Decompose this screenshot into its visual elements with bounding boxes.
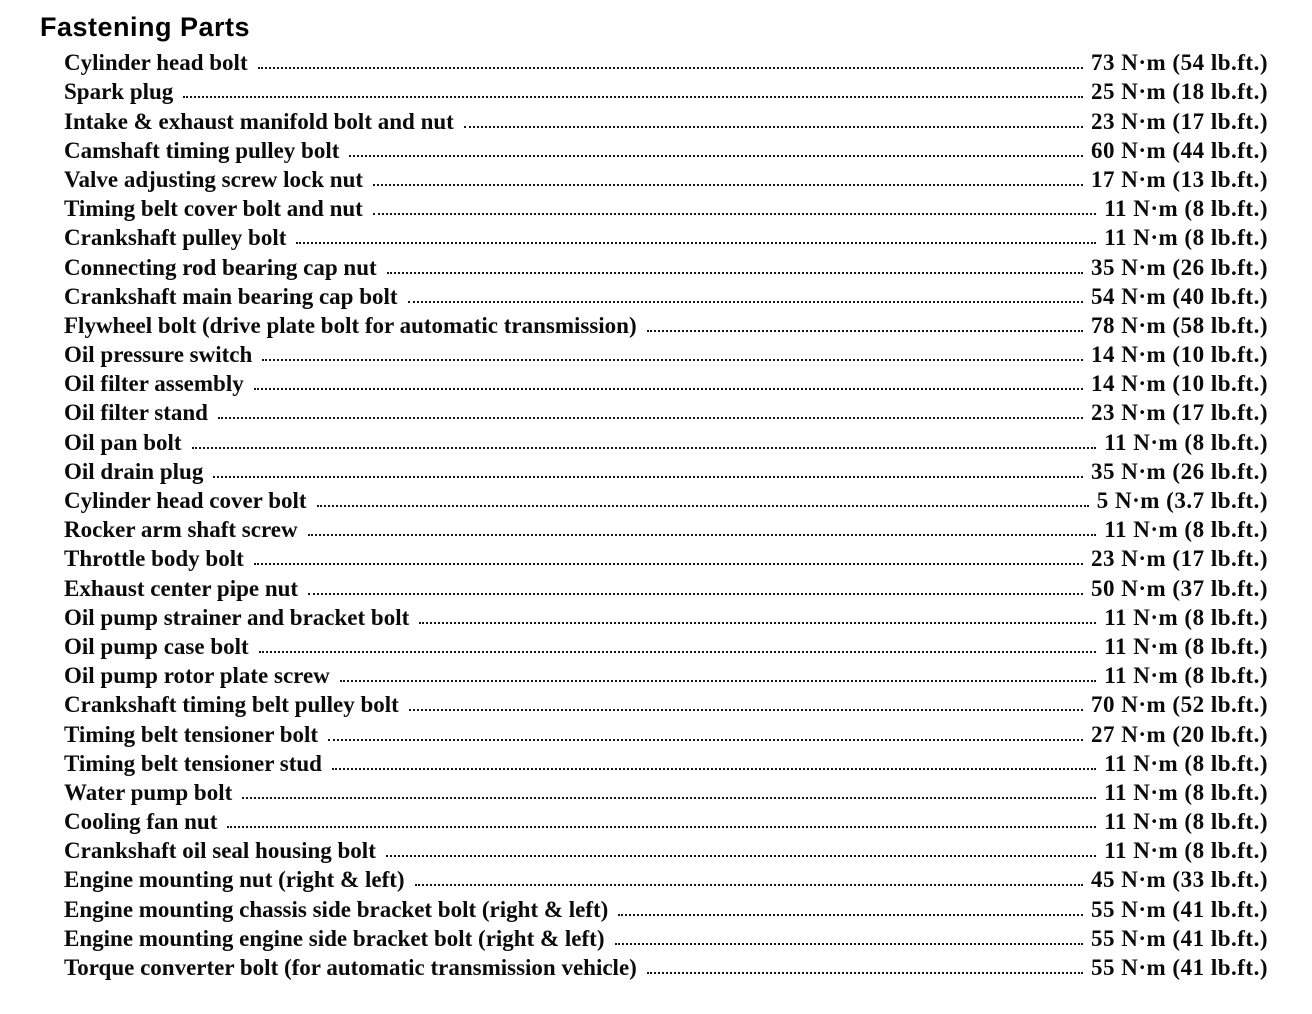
dot-leader xyxy=(183,96,1083,98)
torque-value: 11 N·m (8 lb.ft.) xyxy=(1104,838,1268,864)
part-name: Exhaust center pipe nut xyxy=(64,575,299,601)
part-name: Valve adjusting screw lock nut xyxy=(64,166,364,192)
torque-value: 78 N·m (58 lb.ft.) xyxy=(1090,312,1268,338)
dot-leader xyxy=(373,184,1083,186)
part-name: Oil pump strainer and bracket bolt xyxy=(64,604,410,630)
dot-leader xyxy=(415,884,1083,886)
table-row xyxy=(64,456,1268,485)
table-row xyxy=(64,777,1268,806)
part-name: Oil pump case bolt xyxy=(64,633,249,659)
table-row xyxy=(64,718,1268,747)
part-name: Rocker arm shaft screw xyxy=(64,517,298,543)
torque-value: 23 N·m (17 lb.ft.) xyxy=(1090,546,1268,572)
part-name: Intake & exhaust manifold bolt and nut xyxy=(64,108,454,134)
torque-value: 55 N·m (41 lb.ft.) xyxy=(1090,925,1268,951)
table-row xyxy=(64,426,1268,455)
table-row xyxy=(64,368,1268,397)
part-name: Oil pressure switch xyxy=(64,342,253,368)
table-row xyxy=(64,47,1268,76)
table-row xyxy=(64,923,1268,952)
part-name: Water pump bolt xyxy=(64,779,233,805)
torque-value: 17 N·m (13 lb.ft.) xyxy=(1090,166,1268,192)
dot-leader xyxy=(258,67,1083,69)
dot-leader xyxy=(409,709,1083,711)
table-row xyxy=(64,602,1268,631)
torque-value: 5 N·m (3.7 lb.ft.) xyxy=(1096,488,1268,513)
dot-leader xyxy=(464,126,1083,128)
part-name: Cooling fan nut xyxy=(64,809,218,835)
table-row xyxy=(64,660,1268,689)
dot-leader xyxy=(213,476,1083,478)
torque-value: 11 N·m (8 lb.ft.) xyxy=(1104,663,1268,689)
dot-leader xyxy=(254,388,1083,390)
part-name: Timing belt tensioner bolt xyxy=(64,721,319,747)
table-row xyxy=(64,806,1268,835)
table-row xyxy=(64,631,1268,660)
torque-value: 55 N·m (41 lb.ft.) xyxy=(1090,896,1268,922)
torque-value: 73 N·m (54 lb.ft.) xyxy=(1090,50,1268,76)
dot-leader xyxy=(218,417,1083,419)
table-row xyxy=(64,835,1268,864)
part-name: Spark plug xyxy=(64,79,174,105)
part-name: Timing belt cover bolt and nut xyxy=(64,196,363,222)
part-name: Camshaft timing pulley bolt xyxy=(64,137,340,163)
table-row xyxy=(64,251,1268,280)
table-row xyxy=(64,485,1268,514)
table-row xyxy=(64,339,1268,368)
dot-leader xyxy=(386,855,1096,857)
torque-value: 50 N·m (37 lb.ft.) xyxy=(1090,575,1268,601)
dot-leader xyxy=(308,593,1083,595)
dot-leader xyxy=(419,622,1096,624)
dot-leader xyxy=(328,739,1083,741)
table-row xyxy=(64,893,1268,922)
torque-value: 35 N·m (26 lb.ft.) xyxy=(1090,254,1268,280)
table-row xyxy=(64,748,1268,777)
torque-value: 35 N·m (26 lb.ft.) xyxy=(1090,458,1268,484)
torque-value: 25 N·m (18 lb.ft.) xyxy=(1090,79,1268,105)
dot-leader xyxy=(242,797,1096,799)
fastening-parts-list xyxy=(64,47,1268,981)
dot-leader xyxy=(408,301,1083,303)
document-page xyxy=(40,12,1268,981)
torque-value: 11 N·m (8 lb.ft.) xyxy=(1104,750,1268,776)
table-row xyxy=(64,105,1268,134)
part-name: Oil drain plug xyxy=(64,458,204,484)
part-name: Torque converter bolt (for automatic transmission vehicle) xyxy=(64,955,637,980)
part-name: Engine mounting nut (right & left) xyxy=(64,867,405,893)
table-row xyxy=(64,164,1268,193)
dot-leader xyxy=(317,505,1089,507)
dot-leader xyxy=(373,213,1096,215)
table-row xyxy=(64,281,1268,310)
dot-leader xyxy=(618,914,1083,916)
torque-value: 54 N·m (40 lb.ft.) xyxy=(1090,283,1268,309)
torque-value: 14 N·m (10 lb.ft.) xyxy=(1090,371,1268,397)
part-name: Crankshaft main bearing cap bolt xyxy=(64,283,398,309)
torque-value: 14 N·m (10 lb.ft.) xyxy=(1090,342,1268,368)
dot-leader xyxy=(340,680,1096,682)
part-name: Engine mounting engine side bracket bolt (right & left) xyxy=(64,925,605,951)
part-name: Flywheel bolt (drive plate bolt for automatic transmission) xyxy=(64,312,637,338)
torque-value: 11 N·m (8 lb.ft.) xyxy=(1104,196,1268,222)
table-row xyxy=(64,397,1268,426)
part-name: Oil pump rotor plate screw xyxy=(64,663,330,689)
torque-value: 11 N·m (8 lb.ft.) xyxy=(1104,429,1268,455)
torque-value: 23 N·m (17 lb.ft.) xyxy=(1090,400,1268,426)
table-row xyxy=(64,952,1268,981)
torque-value: 60 N·m (44 lb.ft.) xyxy=(1090,137,1268,163)
table-row xyxy=(64,543,1268,572)
torque-value: 70 N·m (52 lb.ft.) xyxy=(1090,692,1268,718)
dot-leader xyxy=(254,563,1083,565)
torque-value: 11 N·m (8 lb.ft.) xyxy=(1104,779,1268,805)
table-row xyxy=(64,572,1268,601)
dot-leader xyxy=(349,155,1083,157)
dot-leader xyxy=(332,768,1096,770)
dot-leader xyxy=(296,242,1096,244)
part-name: Throttle body bolt xyxy=(64,546,244,572)
part-name: Crankshaft oil seal housing bolt xyxy=(64,838,376,864)
part-name: Cylinder head bolt xyxy=(64,50,248,76)
table-row xyxy=(64,135,1268,164)
torque-value: 23 N·m (17 lb.ft.) xyxy=(1090,108,1268,134)
part-name: Crankshaft pulley bolt xyxy=(64,225,287,251)
part-name: Engine mounting chassis side bracket bolt (right & left) xyxy=(64,896,609,922)
torque-value: 27 N·m (20 lb.ft.) xyxy=(1090,721,1268,747)
dot-leader xyxy=(259,651,1097,653)
torque-value: 11 N·m (8 lb.ft.) xyxy=(1104,633,1268,659)
section-title: Fastening Parts xyxy=(40,12,251,42)
table-row xyxy=(64,689,1268,718)
dot-leader xyxy=(647,330,1083,332)
dot-leader xyxy=(262,359,1083,361)
table-row xyxy=(64,310,1268,339)
table-row xyxy=(64,222,1268,251)
dot-leader xyxy=(387,272,1083,274)
dot-leader xyxy=(192,447,1097,449)
dot-leader xyxy=(227,826,1096,828)
part-name: Timing belt tensioner stud xyxy=(64,750,322,776)
table-row xyxy=(64,193,1268,222)
part-name: Oil filter stand xyxy=(64,400,208,426)
table-row xyxy=(64,76,1268,105)
torque-value: 45 N·m (33 lb.ft.) xyxy=(1090,867,1268,893)
torque-value: 11 N·m (8 lb.ft.) xyxy=(1104,517,1268,543)
part-name: Connecting rod bearing cap nut xyxy=(64,254,377,280)
dot-leader xyxy=(647,972,1083,974)
torque-value: 55 N·m (41 lb.ft.) xyxy=(1090,955,1268,980)
part-name: Oil pan bolt xyxy=(64,429,182,455)
torque-value: 11 N·m (8 lb.ft.) xyxy=(1104,604,1268,630)
table-row xyxy=(64,514,1268,543)
dot-leader xyxy=(308,534,1097,536)
dot-leader xyxy=(615,943,1083,945)
torque-value: 11 N·m (8 lb.ft.) xyxy=(1104,225,1268,251)
part-name: Crankshaft timing belt pulley bolt xyxy=(64,692,399,718)
part-name: Cylinder head cover bolt xyxy=(64,488,307,513)
torque-value: 11 N·m (8 lb.ft.) xyxy=(1104,809,1268,835)
part-name: Oil filter assembly xyxy=(64,371,244,397)
table-row xyxy=(64,864,1268,893)
